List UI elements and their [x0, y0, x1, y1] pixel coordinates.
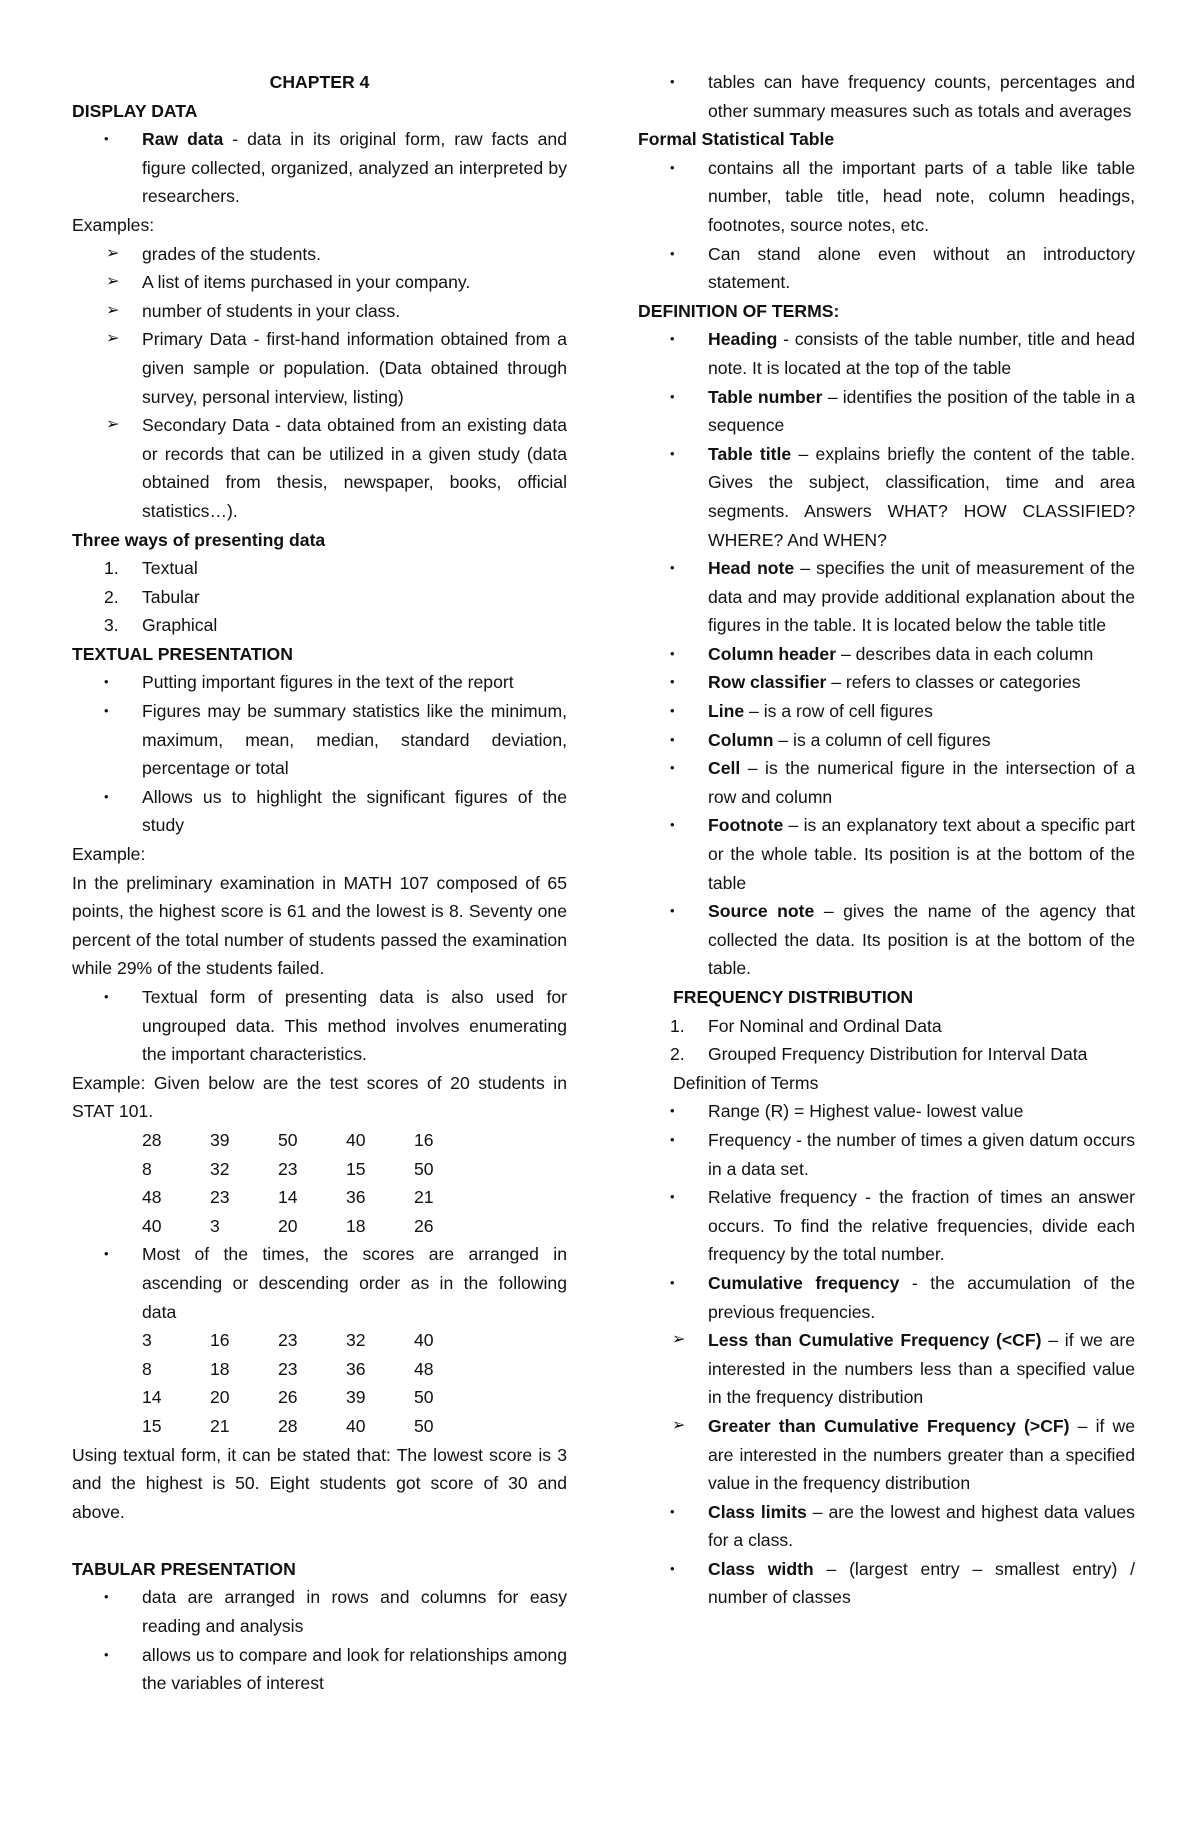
term-raw-data: Raw data: [142, 129, 224, 150]
definition-item: [638, 754, 1135, 811]
definition-term: Less than Cumulative Frequency (<CF): [708, 1330, 1042, 1351]
definition-text: – specifies the unit of measurement of the data and may provide additional explanation about the figures in the table. It is located below the table title: [708, 558, 1135, 636]
example-item: ➢ Secondary Data - data obtained from an existing data or records that can be utilized in a given study (data obtained from thesis, newspaper, books, official statistics…).: [72, 411, 567, 525]
bullet-item: • Putting important figures in the text of the report: [72, 668, 567, 697]
definition-text: – is a row of cell figures: [744, 701, 933, 722]
numbered-item: [638, 1040, 1135, 1069]
arrow-marker: ➢: [672, 1331, 686, 1349]
definition-text: – is the numerical figure in the intersection of a row and column: [708, 758, 1135, 807]
arrow-marker: ➢: [106, 301, 120, 319]
arrow-marker: ➢: [106, 330, 120, 348]
bullet-marker: •: [104, 1246, 109, 1262]
bullet-marker: •: [670, 560, 675, 576]
definition-text: – describes data in each column: [836, 643, 1094, 664]
definition-item: [638, 1326, 1135, 1412]
formal-table-heading: Formal Statistical Table: [638, 129, 835, 150]
left-column: [72, 68, 567, 1698]
bullet-marker: •: [104, 788, 109, 804]
bullet-marker: •: [670, 731, 675, 747]
definition-term: Head note: [708, 558, 795, 579]
bullet-marker: •: [670, 388, 675, 404]
table-row: 48 23 14 36 21: [142, 1187, 434, 1208]
definition-item: [638, 1412, 1135, 1498]
number-marker: 2.: [670, 1044, 685, 1065]
bullet-marker: •: [104, 1589, 109, 1605]
example-2: Example: Given below are the test scores of 20 students in STAT 101.: [72, 1072, 567, 1122]
definition-item: [638, 697, 1135, 726]
definition-item: [638, 440, 1135, 554]
definition-text: – is an explanatory text about a specific part or the whole table. Its position is at the bottom of the table: [708, 815, 1135, 893]
bullet-item: • Allows us to highlight the significant figures of the study: [72, 783, 567, 840]
definition-term: Column: [708, 729, 774, 750]
sorted-scores-table: [72, 1326, 567, 1440]
definition-text: - consists of the table number, title and head note. It is located at the top of the table: [708, 329, 1135, 378]
definition-item: [638, 1126, 1135, 1183]
frequency-numbered-list: [638, 1012, 1135, 1069]
bullet-marker: •: [104, 703, 109, 719]
table-row: 40 3 20 18 26: [142, 1215, 434, 1236]
bullet-marker: •: [670, 1274, 675, 1290]
bullet-item: • allows us to compare and look for relationships among the variables of interest: [72, 1641, 567, 1698]
table-row: 8 18 23 36 48: [142, 1358, 434, 1379]
frequency-heading: FREQUENCY DISTRIBUTION: [673, 987, 914, 1007]
bullet-marker: •: [670, 1189, 675, 1205]
tabular-heading: TABULAR PRESENTATION: [72, 1558, 296, 1579]
example-item: ➢ Primary Data - first-hand information obtained from a given sample or population. (Data obtained through survey, personal interview, listing): [72, 325, 567, 411]
definition-item: [638, 1555, 1135, 1612]
table-row: 28 39 50 40 16: [142, 1129, 434, 1150]
definition-item: [638, 325, 1135, 382]
definition-term: Class limits: [708, 1501, 807, 1522]
bullet-marker: •: [104, 989, 109, 1004]
bullet-marker: •: [104, 1646, 109, 1662]
table-row: 3 16 23 32 40: [142, 1330, 434, 1351]
definition-term: Class width: [708, 1558, 814, 1579]
bullet-raw-data: [72, 125, 567, 211]
definition-item: [638, 554, 1135, 640]
def-raw-data: - data in its original form, raw facts and figure collected, organized, analyzed an interpreted by researchers.: [142, 129, 567, 207]
bullet-marker: •: [670, 1560, 675, 1576]
numbered-text: Grouped Frequency Distribution for Interval Data: [708, 1044, 1088, 1065]
definition-text: – identifies the position of the table in a sequence: [708, 386, 1135, 436]
numbered-item: 3. Graphical: [104, 615, 218, 636]
bullet-marker: •: [670, 903, 675, 919]
definition-terms-label: Definition of Terms: [673, 1072, 819, 1093]
bullet-item: • data are arranged in rows and columns for easy reading and analysis: [72, 1583, 567, 1640]
bullet-marker: •: [670, 817, 675, 833]
definition-item: [638, 897, 1135, 983]
definition-text: - the accumulation of the previous frequencies.: [708, 1272, 1135, 1322]
definition-item: [638, 1269, 1135, 1326]
definition-item: [638, 668, 1135, 697]
table-row: 15 21 28 40 50: [142, 1415, 434, 1436]
definition-item: [638, 811, 1135, 897]
examples-label: Examples:: [72, 214, 155, 235]
arrow-marker: ➢: [106, 244, 120, 262]
definition-text: – are the lowest and highest data values for a class.: [708, 1501, 1135, 1551]
bullet-marker: •: [670, 703, 675, 719]
definition-text: – explains briefly the content of the table. Gives the subject, classification, time and area segments. Answers WHAT? HOW CLASSIFIED? WHERE? And WHEN?: [708, 443, 1135, 550]
definition-term: Table number: [708, 386, 823, 407]
definition-term: Footnote: [708, 815, 784, 836]
definition-heading: DEFINITION OF TERMS:: [638, 300, 840, 321]
example-item: ➢ number of students in your class.: [72, 297, 567, 326]
bullet-marker: •: [670, 74, 675, 89]
definition-text: – if we are interested in the numbers greater than a specified value in the frequency distribution: [708, 1415, 1135, 1494]
definition-term: Line: [708, 701, 745, 722]
example-label: Example:: [72, 844, 146, 865]
bullet-marker: •: [670, 1503, 675, 1519]
definition-term: Table title: [708, 443, 792, 464]
arrow-marker: ➢: [672, 1416, 686, 1434]
bullet-item: • Can stand alone even without an introductory statement.: [638, 240, 1135, 297]
arrow-marker: ➢: [106, 416, 120, 434]
definition-text: – is a column of cell figures: [773, 729, 991, 750]
bullet-item: • Figures may be summary statistics like the minimum, maximum, mean, median, standard deviation, percentage or total: [72, 697, 567, 783]
bullet-marker: •: [670, 674, 675, 690]
definition-term: Source note: [708, 901, 815, 922]
definition-text: Relative frequency - the fraction of times an answer occurs. To find the relative frequencies, divide each frequency by the total number.: [708, 1187, 1135, 1265]
definition-text: – if we are interested in the numbers less than a specified value in the frequency distribution: [708, 1330, 1135, 1408]
definition-list: [638, 325, 1135, 983]
bullet-marker: •: [670, 445, 675, 461]
scores-table: [72, 1126, 567, 1240]
bullet-marker: •: [670, 645, 675, 661]
numbered-text: For Nominal and Ordinal Data: [708, 1015, 942, 1036]
bullet-marker: •: [104, 131, 109, 147]
definition-item: [638, 640, 1135, 669]
numbered-item: [638, 1012, 1135, 1041]
table-row: 14 20 26 39 50: [142, 1387, 434, 1408]
definition-term: Cumulative frequency: [708, 1272, 900, 1293]
definition-text: Range (R) = Highest value- lowest value: [708, 1101, 1024, 1122]
definition-item: [638, 1183, 1135, 1269]
definition-term: Heading: [708, 329, 778, 350]
frequency-definitions: [638, 1097, 1135, 1612]
textual-heading: TEXTUAL PRESENTATION: [72, 643, 293, 664]
bullet-marker: •: [670, 760, 675, 776]
bullet-marker: •: [670, 245, 675, 261]
example-paragraph: In the preliminary examination in MATH 107 composed of 65 points, the highest score is 61 and the lowest is 8. Seventy one percent of the total number of students passed the examination while 29% of the students failed.: [72, 872, 567, 979]
section-heading-display-data: DISPLAY DATA: [72, 100, 198, 121]
numbered-item: 1. Textual: [104, 558, 198, 579]
table-row: 8 32 23 15 50: [142, 1158, 434, 1179]
bullet-marker: •: [104, 674, 109, 690]
right-column: [638, 68, 1135, 1612]
definition-item: [638, 383, 1135, 440]
chapter-title: CHAPTER 4: [269, 72, 370, 92]
definition-text: – refers to classes or categories: [826, 672, 1081, 693]
bullet-marker: •: [670, 1103, 675, 1119]
definition-item: [638, 1498, 1135, 1555]
bullet-marker: •: [670, 159, 675, 175]
number-marker: 1.: [670, 1015, 685, 1036]
definition-text: – (largest entry – smallest entry) / number of classes: [708, 1558, 1136, 1608]
definition-item: [638, 1097, 1135, 1126]
definition-item: [638, 726, 1135, 755]
bullet-item: • contains all the important parts of a table like table number, table title, head note, column headings, footnotes, source notes, etc.: [638, 154, 1135, 240]
arrow-marker: ➢: [106, 273, 120, 291]
example-item: ➢ grades of the students.: [72, 240, 567, 269]
numbered-item: 2. Tabular: [104, 586, 200, 607]
definition-text: – gives the name of the agency that collected the data. Its position is at the bottom of the table.: [708, 901, 1136, 979]
bullet-item: • Most of the times, the scores are arranged in ascending or descending order as in the following data: [72, 1240, 567, 1326]
definition-term: Column header: [708, 643, 837, 664]
example-item: ➢ A list of items purchased in your company.: [72, 268, 567, 297]
bullet-item: • tables can have frequency counts, percentages and other summary measures such as totals and averages: [638, 68, 1135, 125]
three-ways-heading: Three ways of presenting data: [72, 529, 326, 550]
definition-text: Frequency - the number of times a given datum occurs in a data set.: [708, 1129, 1135, 1179]
definition-term: Cell: [708, 758, 741, 779]
definition-term: Row classifier: [708, 672, 827, 693]
textual-conclusion: Using textual form, it can be stated that: The lowest score is 3 and the highest is 50. Eight students got score of 30 and above.: [72, 1444, 567, 1522]
bullet-item: • Textual form of presenting data is also used for ungrouped data. This method involves enumerating the important characteristics.: [72, 983, 567, 1069]
bullet-marker: •: [670, 1131, 675, 1147]
bullet-marker: •: [670, 331, 675, 347]
definition-term: Greater than Cumulative Frequency (>CF): [708, 1415, 1070, 1436]
